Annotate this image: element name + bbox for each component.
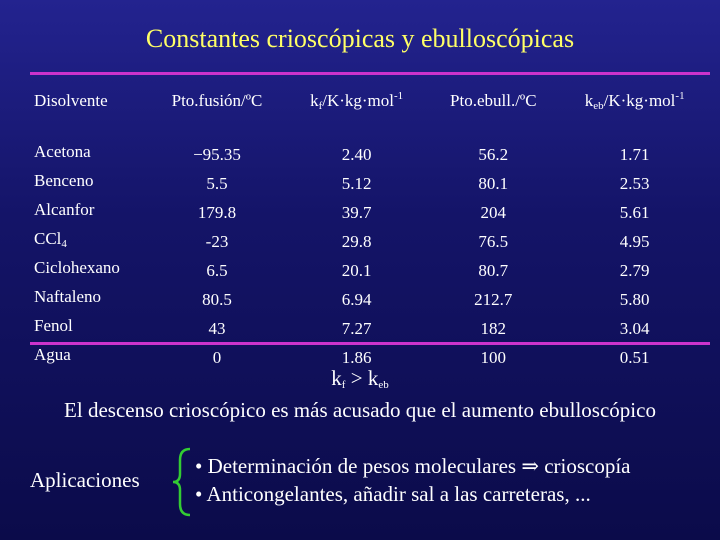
cell-fusion-point: 0: [212, 347, 222, 367]
kf-keb-relation: $k_f > k_{eb}$: [331, 366, 389, 391]
cell-fusion-point: 6.5: [206, 260, 228, 280]
cell-solvent: Alcanfor: [34, 200, 95, 219]
cell-keb: 0.51: [619, 347, 650, 367]
header-ebull: Pto.ebull./ºC: [450, 91, 537, 110]
header-solvent: Disolvente: [34, 91, 108, 110]
curly-brace-icon: [170, 446, 194, 518]
cell-kf: 1.86: [341, 347, 372, 367]
cell-keb: 1.71: [619, 144, 650, 164]
implies-arrow-icon: ⇒: [521, 454, 539, 478]
cell-boiling-point: 76.5: [478, 231, 509, 251]
application-item-antifreeze: • Anticongelantes, añadir sal a las carreteras, ...: [195, 482, 591, 506]
cell-boiling-point: 182: [480, 318, 507, 338]
cell-boiling-point: 80.7: [478, 260, 509, 280]
table-header-row: [30, 86, 710, 116]
applications-label: Aplicaciones: [30, 468, 140, 492]
cell-solvent: Naftaleno: [34, 287, 102, 306]
cell-fusion-point: -23: [205, 231, 229, 251]
cell-fusion-point: 5.5: [206, 173, 228, 193]
cell-boiling-point: 204: [480, 202, 507, 222]
cell-boiling-point: 56.2: [478, 144, 509, 164]
cell-fusion-point: 43: [208, 318, 226, 338]
table-row: [30, 285, 710, 314]
cell-boiling-point: 80.1: [478, 173, 509, 193]
bottom-divider: [30, 342, 710, 345]
cell-kf: 20.1: [341, 260, 372, 280]
cell-fusion-point: −95.35: [193, 144, 241, 164]
cell-fusion-point: 80.5: [202, 289, 232, 309]
cell-solvent: Ciclohexano: [34, 258, 120, 277]
table-row: [30, 198, 710, 227]
top-divider: [30, 72, 710, 75]
cell-kf: 39.7: [341, 202, 372, 222]
application-item-molecular-weight: • Determinación de pesos moleculares ⇒ crioscopía: [195, 454, 631, 478]
conclusion-text: El descenso crioscópico es más acusado que el aumento ebulloscópico: [64, 398, 656, 422]
cell-kf: 29.8: [341, 231, 372, 251]
slide-title: Constantes crioscópicas y ebulloscópicas: [145, 24, 575, 53]
cell-solvent: Benceno: [34, 171, 94, 190]
constants-table: [30, 86, 710, 372]
applications-list: [195, 452, 630, 508]
cell-fusion-point: 179.8: [197, 202, 237, 222]
cell-keb: 3.04: [619, 318, 650, 338]
cell-solvent: Agua: [34, 345, 71, 364]
table-row: [30, 256, 710, 285]
cell-kf: 6.94: [341, 289, 372, 309]
header-keb: $k_{eb}/K\cdot kg\cdot mol^{-1}$: [584, 90, 685, 112]
cell-boiling-point: 212.7: [474, 289, 513, 309]
cell-kf: 5.12: [341, 173, 372, 193]
cell-solvent: Fenol: [34, 316, 73, 335]
cell-keb: 2.79: [619, 260, 650, 280]
cell-solvent: Acetona: [34, 142, 91, 161]
table-row: [30, 314, 710, 343]
cell-solvent: CCl$_4$: [34, 229, 67, 250]
cell-keb: 5.80: [619, 289, 650, 309]
table-row: [30, 227, 710, 256]
cell-keb: 5.61: [619, 202, 650, 222]
cell-keb: 2.53: [619, 173, 650, 193]
cell-kf: 2.40: [341, 144, 372, 164]
header-fusion: Pto.fusión/ºC: [171, 91, 263, 110]
table-row: [30, 169, 710, 198]
cell-boiling-point: 100: [480, 347, 507, 367]
cell-keb: 4.95: [619, 231, 650, 251]
table-row: [30, 140, 710, 169]
cell-kf: 7.27: [341, 318, 372, 338]
header-kf: $k_f/K\cdot kg\cdot mol^{-1}$: [310, 90, 404, 112]
